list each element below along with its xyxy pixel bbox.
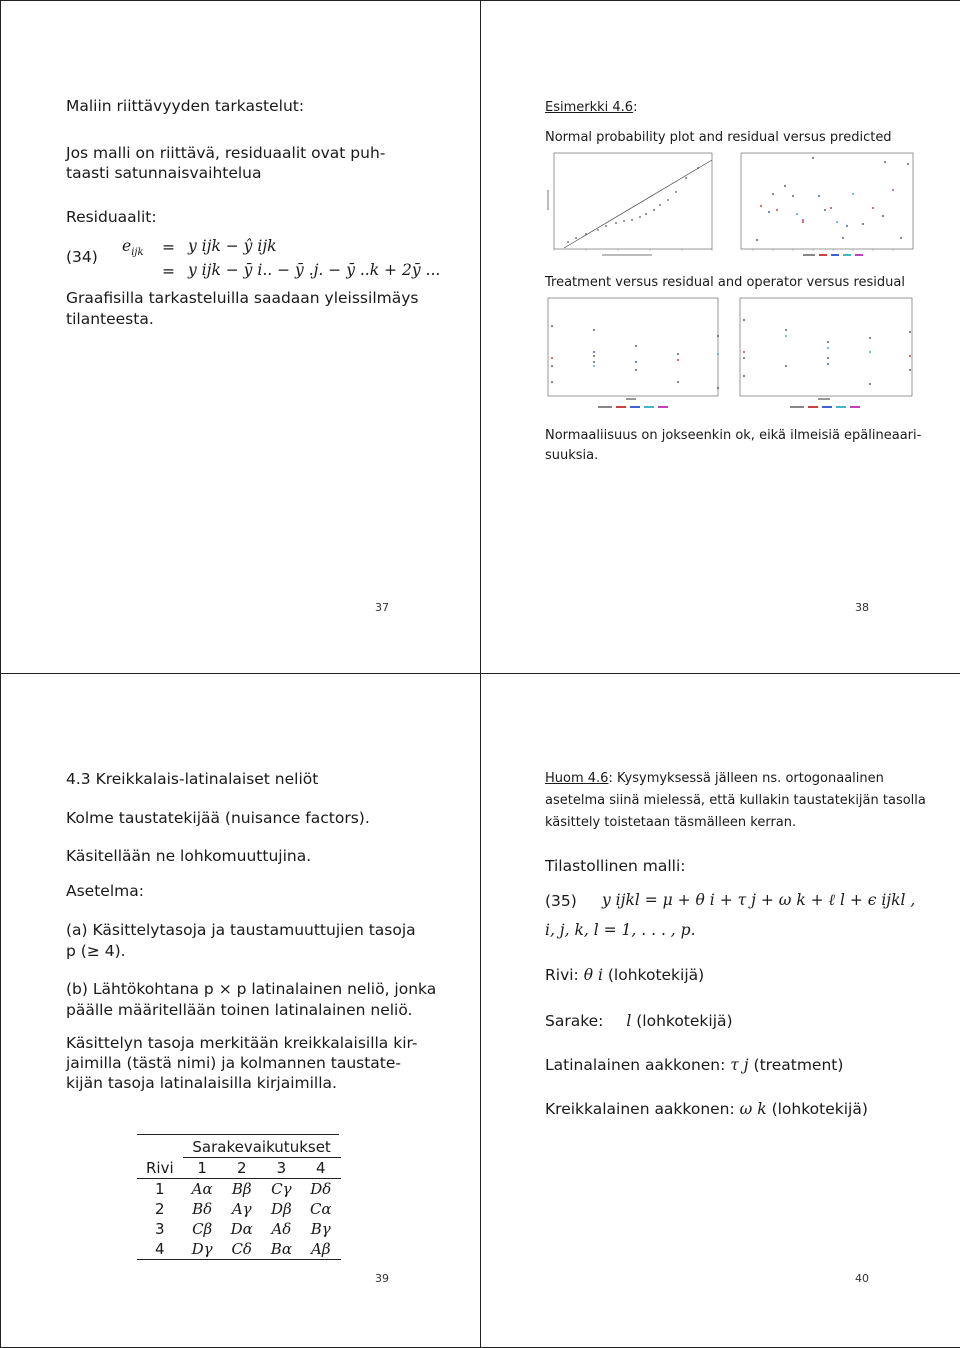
table-row: [137, 1239, 341, 1260]
table-col-header: 1: [197, 1159, 207, 1177]
example-heading: Esimerkki 4.6:: [545, 100, 638, 115]
item-b-line-1: (b) Lähtökohtana p × p latinalainen neliö, jonka: [66, 980, 437, 998]
note-line-1: Huom 4.6: Kysymyksessä jälleen ns. ortogonaalinen: [545, 771, 884, 786]
table-row-header: Rivi: [146, 1158, 174, 1177]
page-39-p2: Käsitellään ne lohkomuuttujina.: [66, 847, 312, 865]
page-39-p1: Kolme taustatekijää (nuisance factors).: [66, 809, 370, 827]
table-cell: Aβ: [311, 1240, 331, 1258]
page-37-title: Maliin riittävyyden tarkastelut:: [66, 97, 305, 115]
equation-34-eq-sign-1: =: [162, 238, 175, 256]
plot-caption-2: Treatment versus residual and operator versus residual: [545, 275, 905, 290]
page-40-number: 40: [855, 1272, 869, 1285]
latin-table: [137, 1137, 341, 1260]
table-cell: Cα: [309, 1200, 332, 1218]
table-cell: Cβ: [192, 1220, 213, 1238]
table-cell: Aα: [191, 1180, 213, 1198]
model-heading: Tilastollinen malli:: [545, 857, 686, 875]
table-cell: Dβ: [271, 1200, 292, 1218]
page-39-c3: kijän tasoja latinalaisilla kirjaimilla.: [66, 1074, 337, 1092]
table-cell: Cγ: [271, 1180, 292, 1198]
latin-definition: Latinalainen aakkonen: τ j (treatment): [545, 1056, 844, 1074]
operator-vs-residual-plot: [734, 296, 916, 414]
table-cell: Dδ: [310, 1180, 332, 1198]
table-cell: Bα: [270, 1240, 292, 1258]
section-heading: 4.3 Kreikkalais-latinalaiset neliöt: [66, 770, 319, 788]
equation-34-row-1: y ijk − ŷ ijk: [188, 237, 277, 255]
equation-34-eq-sign-2: =: [162, 262, 175, 280]
table-cell: Cδ: [231, 1240, 252, 1258]
table-cell: Aγ: [231, 1200, 252, 1218]
graphical-line-1: Graafisilla tarkasteluilla saadaan yleissilmäys: [66, 289, 419, 307]
table-row-label: 1: [155, 1180, 165, 1198]
graphical-line-2: tilanteesta.: [66, 310, 154, 328]
table-col-header: 2: [236, 1159, 247, 1177]
equation-35-number: (35): [545, 892, 577, 910]
conclusion-line-2: suuksia.: [545, 448, 599, 463]
table-cell: Bγ: [310, 1220, 331, 1238]
page-39-number: 39: [375, 1272, 389, 1285]
treatment-vs-residual-plot: [542, 296, 722, 414]
column-definition: Sarake: l (lohkotekijä): [545, 1012, 733, 1030]
table-cell: Bδ: [192, 1200, 213, 1218]
equation-35: y ijkl = μ + θ i + τ j + ω k + ℓ l + ϵ ijkl ,: [602, 891, 916, 909]
row-definition: Rivi: θ i (lohkotekijä): [545, 966, 705, 984]
equation-34-row-2: y ijk − ȳ i.. − ȳ .j. − ȳ ..k + 2ȳ ...: [188, 261, 441, 279]
page-39-c2: jaimilla (tästä nimi) ja kolmannen taustate-: [66, 1054, 401, 1072]
table-row: [137, 1219, 341, 1239]
residual-vs-predicted-plot: [733, 150, 918, 265]
note-line-3: käsittely toistetaan täsmälleen kerran.: [545, 815, 797, 830]
page-37-line-2: taasti satunnaisvaihtelua: [66, 164, 262, 182]
normal-probability-plot: [546, 150, 716, 265]
table-cell: Dα: [230, 1220, 253, 1238]
conclusion-line-1: Normaaliisuus on jokseenkin ok, eikä ilmeisiä epälineaari-: [545, 428, 922, 443]
table-col-header: 4: [315, 1159, 326, 1177]
table-row: [137, 1199, 341, 1219]
item-b-line-2: päälle määritellään toinen latinalainen neliö.: [66, 1001, 413, 1019]
greek-definition: Kreikkalainen aakkonen: ω k (lohkotekijä): [545, 1100, 868, 1118]
table-row-label: 2: [155, 1200, 165, 1218]
table-col-header: 3: [276, 1159, 287, 1177]
plot-caption-1: Normal probability plot and residual versus predicted: [545, 130, 892, 145]
table-cell: Aδ: [271, 1220, 292, 1238]
equation-34-number: (34): [66, 248, 98, 266]
table-group-header: Sarakevaikutukset: [183, 1137, 341, 1158]
page-37-line-1: Jos malli on riittävä, residuaalit ovat puh-: [66, 144, 386, 162]
equation-35-indices: i, j, k, l = 1, . . . , p.: [545, 921, 696, 939]
note-line-2: asetelma siinä mielessä, että kullakin taustatekijän tasolla: [545, 793, 926, 808]
table-row-label: 3: [155, 1220, 165, 1238]
table-row-label: 4: [155, 1240, 165, 1258]
table-row: [137, 1179, 341, 1200]
table-cell: Dγ: [191, 1240, 213, 1258]
page-39-p3: Asetelma:: [66, 882, 144, 900]
equation-34-lhs: $e_{ijk}$: [122, 237, 144, 259]
page-38-number: 38: [855, 601, 869, 614]
item-a-line-2: p (≥ 4).: [66, 942, 126, 960]
item-a-line-1: (a) Käsittelytasoja ja taustamuuttujien tasoja: [66, 921, 416, 939]
page-37-number: 37: [375, 601, 389, 614]
table-cell: Bβ: [231, 1180, 252, 1198]
residuals-label: Residuaalit:: [66, 208, 157, 226]
greco-latin-square-table: [137, 1134, 341, 1260]
page-39-c1: Käsittelyn tasoja merkitään kreikkalaisilla kir-: [66, 1034, 418, 1052]
